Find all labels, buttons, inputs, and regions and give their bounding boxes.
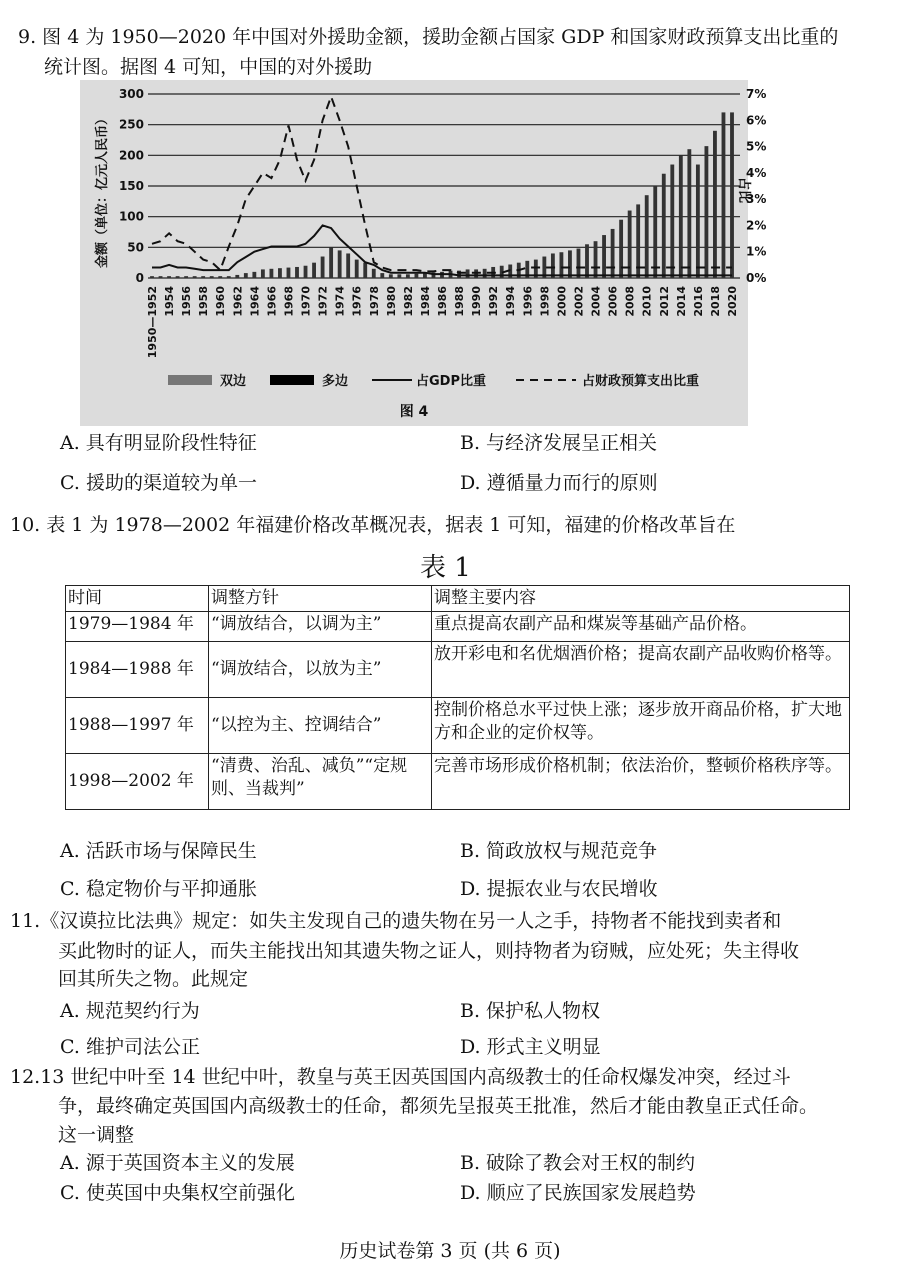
bar-bilateral [696, 165, 700, 278]
x-tick-label: 2010 [640, 286, 654, 317]
bar-bilateral [551, 253, 555, 278]
table-cell-time: 1984—1988 年 [66, 642, 209, 698]
x-tick-label: 1982 [401, 286, 415, 317]
table-cell-time: 1998—2002 年 [66, 754, 209, 810]
bar-bilateral [150, 276, 154, 278]
x-tick-label: 2008 [623, 286, 637, 317]
bar-bilateral [645, 195, 649, 278]
bar-bilateral [568, 250, 572, 278]
bar-bilateral [252, 272, 256, 278]
bar-bilateral [338, 250, 342, 278]
bar-bilateral [235, 275, 239, 278]
table-cell-content: 完善市场形成价格机制；依法治价，整顿价格秩序等。 [432, 754, 850, 810]
bar-bilateral [662, 174, 666, 278]
x-tick-label: 1964 [248, 286, 262, 317]
table-row [66, 754, 850, 810]
q10-option-c[interactable]: C. 稳定物价与平抑通胀 [60, 878, 257, 900]
table-row [66, 698, 850, 754]
bar-bilateral [210, 276, 214, 278]
q12-stem-line1: 12.13 世纪中叶至 14 世纪中叶，教皇与英王因英国国内高级教士的任命权爆发冲突，经过斗 [10, 1066, 791, 1088]
bar-bilateral [406, 274, 410, 278]
q10-stem: 10. 表 1 为 1978—2002 年福建价格改革概况表，据表 1 可知，福建的价格改革旨在 [10, 514, 736, 536]
bar-bilateral [602, 235, 606, 278]
y-axis-label: 金额（单位：亿元人民币） [95, 111, 110, 269]
y2-tick-label: 1% [746, 244, 767, 259]
x-tick-label: 2000 [555, 285, 569, 317]
x-tick-label: 1996 [521, 286, 535, 317]
bar-bilateral [679, 155, 683, 278]
bar-bilateral [278, 268, 282, 278]
q12-option-c[interactable]: C. 使英国中央集权空前强化 [60, 1182, 295, 1204]
table-cell-policy: “调放结合，以调为主” [209, 612, 432, 642]
x-tick-label: 1960 [214, 286, 228, 317]
table-header-time: 时间 [66, 586, 209, 612]
bar-bilateral [483, 269, 487, 278]
bar-bilateral [227, 276, 231, 278]
y-tick-label: 200 [118, 148, 144, 163]
bar-bilateral [594, 241, 598, 278]
q11-option-a[interactable]: A. 规范契约行为 [60, 1000, 200, 1022]
q9-option-d[interactable]: D. 遵循量力而行的原则 [460, 472, 658, 494]
bar-bilateral [184, 276, 188, 278]
bar-bilateral [619, 220, 623, 278]
q11-stem-line2: 买此物时的证人，而失主能找出知其遗失物之证人，则持物者为窃贼，应处死；失主得收 [58, 940, 800, 962]
x-tick-label: 2004 [589, 286, 603, 317]
y2-tick-label: 2% [746, 218, 767, 233]
x-tick-label: 1978 [367, 286, 381, 317]
x-tick-label: 2016 [691, 286, 705, 317]
q11-stem-line3: 回其所失之物。此规定 [58, 968, 249, 990]
q11-option-d[interactable]: D. 形式主义明显 [460, 1036, 601, 1058]
bar-bilateral [244, 273, 248, 278]
bar-bilateral [321, 257, 325, 278]
bar-bilateral [653, 186, 657, 278]
bar-bilateral [559, 252, 563, 278]
bar-bilateral [167, 276, 171, 278]
x-tick-label: 1986 [436, 286, 449, 317]
y2-tick-label: 3% [746, 192, 767, 207]
q10-option-b[interactable]: B. 简政放权与规范竞争 [460, 840, 658, 862]
q10-option-d[interactable]: D. 提振农业与农民增收 [460, 878, 658, 900]
page-footer: 历史试卷第 3 页 (共 6 页) [339, 1240, 561, 1262]
x-tick-label: 1988 [453, 286, 467, 317]
bar-bilateral [261, 269, 265, 278]
bar-bilateral [363, 263, 367, 278]
q9-option-a[interactable]: A. 具有明显阶段性特征 [60, 432, 257, 454]
x-tick-label: 1966 [265, 286, 279, 317]
q9-option-c[interactable]: C. 援助的渠道较为单一 [60, 472, 257, 494]
x-tick-label: 1974 [333, 286, 347, 317]
bar-bilateral [577, 249, 581, 278]
table-cell-policy: “调放结合，以放为主” [209, 642, 432, 698]
bar-bilateral [414, 274, 418, 278]
table-1-title: 表 1 [420, 553, 471, 583]
bar-bilateral [193, 276, 197, 278]
x-tick-label: 1972 [316, 286, 330, 317]
bar-bilateral [713, 131, 717, 278]
bar-bilateral [159, 276, 163, 278]
q10-option-a[interactable]: A. 活跃市场与保障民生 [60, 840, 257, 862]
bar-bilateral [312, 263, 316, 278]
bar-bilateral [218, 276, 222, 278]
bar-bilateral [295, 267, 299, 278]
q9-stem-line1: 9. 图 4 为 1950—2020 年中国对外援助金额，援助金额占国家 GDP 和国家财政预算支出比重的 [18, 26, 839, 48]
x-tick-label: 1984 [418, 286, 432, 317]
y2-tick-label: 4% [746, 165, 767, 180]
figure-4-chart [80, 80, 767, 426]
bar-bilateral [704, 146, 708, 278]
bar-bilateral [722, 112, 726, 278]
legend-label-multilateral: 多边 [322, 374, 349, 389]
bar-bilateral [466, 269, 470, 278]
y-tick-label: 0 [135, 271, 144, 285]
q11-stem-line1: 11.《汉谟拉比法典》规定：如失主发现自己的遗失物在另一人之手，持物者不能找到卖者和 [10, 910, 782, 932]
y-tick-label: 50 [127, 240, 144, 255]
table-cell-time: 1988—1997 年 [66, 698, 209, 754]
x-tick-label: 1992 [487, 286, 501, 317]
bar-bilateral [585, 244, 589, 278]
q11-option-b[interactable]: B. 保护私人物权 [460, 1000, 601, 1022]
bar-bilateral [176, 276, 180, 278]
x-tick-label: 2014 [674, 286, 688, 317]
x-tick-label: 2002 [572, 286, 586, 317]
x-tick-label: 1990 [470, 286, 484, 317]
q12-option-a[interactable]: A. 源于英国资本主义的发展 [60, 1152, 295, 1174]
q12-option-b[interactable]: B. 破除了教会对王权的制约 [460, 1152, 696, 1174]
legend-swatch-multilateral [270, 375, 314, 385]
y2-tick-label: 6% [746, 113, 767, 128]
table-header-policy: 调整方针 [209, 586, 432, 612]
x-tick-label: 1954 [163, 286, 177, 317]
bar-bilateral [670, 165, 674, 278]
bar-bilateral [329, 247, 333, 278]
bar-bilateral [687, 149, 691, 278]
bar-bilateral [380, 273, 384, 278]
x-tick-label: 1950—1952 [146, 286, 159, 359]
legend-label-bilateral: 双边 [220, 374, 247, 389]
figure-caption: 图 4 [399, 404, 429, 420]
x-tick-label: 1970 [299, 286, 313, 317]
x-tick-label: 1980 [384, 286, 398, 317]
legend-swatch-bilateral [168, 375, 212, 385]
y-tick-label: 250 [118, 117, 144, 132]
y2-tick-label: 5% [746, 139, 767, 154]
bar-bilateral [304, 266, 308, 278]
bar-bilateral [346, 253, 350, 278]
x-tick-label: 1998 [538, 286, 552, 317]
x-tick-label: 2012 [657, 286, 671, 317]
table-cell-content: 重点提高农副产品和煤炭等基础产品价格。 [432, 612, 850, 642]
table-cell-time: 1979—1984 年 [66, 612, 209, 642]
table-cell-policy: “以控为主、控调结合” [209, 698, 432, 754]
table-cell-content: 放开彩电和名优烟酒价格；提高农副产品收购价格等。 [432, 642, 850, 698]
table-cell-policy: “清费、治乱、减负”“定规则、当裁判” [209, 754, 432, 810]
bar-bilateral [389, 274, 393, 278]
y-tick-label: 300 [118, 87, 144, 101]
bar-bilateral [355, 260, 359, 278]
x-tick-label: 2006 [606, 286, 620, 317]
q11-option-c[interactable]: C. 维护司法公正 [60, 1036, 200, 1058]
y-tick-label: 150 [118, 179, 144, 193]
x-tick-label: 1994 [504, 286, 518, 317]
table-row [66, 642, 850, 698]
y-tick-label: 100 [118, 209, 144, 224]
q12-option-d[interactable]: D. 顺应了民族国家发展趋势 [460, 1182, 696, 1204]
q9-option-b[interactable]: B. 与经济发展呈正相关 [460, 432, 658, 454]
x-tick-label: 2020 [726, 286, 739, 317]
bar-bilateral [287, 268, 291, 278]
bar-bilateral [730, 112, 734, 278]
legend-label-gdp: 占GDP比重 [416, 374, 486, 389]
table-cell-content: 控制价格总水平过快上涨；逐步放开商品价格，扩大地方和企业的定价权等。 [432, 698, 850, 754]
bar-bilateral [611, 229, 615, 278]
q12-stem-line3: 这一调整 [58, 1124, 135, 1146]
x-tick-label: 1962 [231, 286, 245, 317]
x-tick-label: 1958 [197, 286, 211, 317]
bar-bilateral [269, 269, 273, 278]
x-tick-label: 1968 [282, 286, 296, 317]
table-row [66, 612, 850, 642]
bar-bilateral [201, 276, 205, 278]
table-header-row [66, 586, 850, 612]
table-1 [65, 585, 850, 810]
y2-axis-label: 占比 [736, 176, 751, 204]
bar-bilateral [372, 269, 376, 278]
y2-tick-label: 7% [746, 87, 767, 101]
table-header-content: 调整主要内容 [432, 586, 850, 612]
x-tick-label: 1956 [180, 286, 194, 317]
x-tick-label: 2018 [708, 286, 722, 317]
bar-bilateral [474, 269, 478, 278]
bar-bilateral [397, 274, 401, 278]
x-tick-label: 1976 [350, 286, 364, 317]
legend-label-budget: 占财政预算支出比重 [582, 374, 700, 389]
y2-tick-label: 0% [746, 271, 767, 285]
q9-stem-line2: 统计图。据图 4 可知，中国的对外援助 [44, 56, 373, 78]
q12-stem-line2: 争，最终确定英国国内高级教士的任命，都须先呈报英王批准，然后才能由教皇正式任命。 [58, 1095, 819, 1117]
